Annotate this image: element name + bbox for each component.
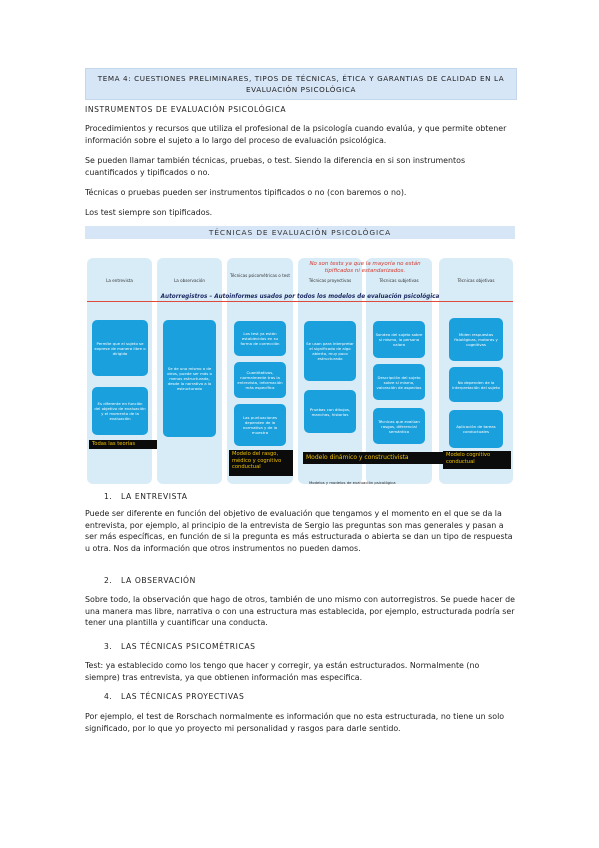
list-number: 4. <box>104 692 113 701</box>
info-box: Las puntuaciones dependen de la normativa y de la muestra <box>234 404 286 446</box>
paragraph: Sobre todo, la observación que hago de otros, también de uno mismo con autorregistros. Se puede hacer de una manera mas libre, narrativa o con una estructura mas establecida, por ejemplo, estructurada podría ser tener una plantilla y cuantificar una conducta. <box>85 595 515 627</box>
info-box: Se de uno mismo o de otros, puede ser más o menos estructurada, desde lo narrativo a lo estructurado <box>163 320 216 437</box>
model-label: Modelo cognitivo conductual <box>443 451 511 469</box>
column-label: Técnicas objetivas <box>457 278 495 283</box>
page-title: TEMA 4: CUESTIONES PRELIMINARES, TIPOS DE TÉCNICAS, ÉTICA Y GARANTIAS DE CALIDAD EN LA EVALUACIÓN PSICOLÓGICA <box>97 74 505 94</box>
techniques-diagram <box>85 250 515 486</box>
list-heading-text: LA ENTREVISTA <box>121 492 188 501</box>
model-label: Modelo del rasgo, médico y cognitivo conductual <box>229 450 293 476</box>
info-box: Cuantitativos, normalmente tras la entrevista, información más específica <box>234 362 286 398</box>
info-box: Se usan para interpretar el significado de algo abierto, muy poco estructurado <box>304 321 356 381</box>
paragraph: Se pueden llamar también técnicas, pruebas, o test. Siendo la diferencia en si son instrumentos cuantificados y tipificados o no. <box>85 156 466 177</box>
list-heading <box>104 492 188 501</box>
info-box: Pruebas con dibujos, manchas, historias <box>304 390 356 433</box>
title-banner <box>85 68 517 100</box>
list-number: 2. <box>104 576 113 585</box>
paragraph: Técnicas o pruebas pueden ser instrumentos tipificados o no (con baremos o no). <box>85 188 407 197</box>
model-label: Todas las teorías <box>89 440 157 449</box>
red-note: No son tests ya que la mayoría no están tipificados ni estandarizados. <box>309 261 421 274</box>
model-label: Modelo dinámico y constructivista <box>303 452 503 464</box>
column-label: La entrevista <box>106 278 133 283</box>
paragraph: Por ejemplo, el test de Rorschach normalmente es información que no esta estructurada, no tiene un solo significado, por lo que yo proyecto mi personalidad y rasgos para darle sentido. <box>85 712 505 733</box>
paragraph: Los test siempre son tipificados. <box>85 208 213 217</box>
info-box: Sondeo del sujeto sobre sí mismo, la persona valora <box>373 321 425 358</box>
diagram-heading-bar <box>85 226 515 239</box>
paragraph: Puede ser diferente en función del objetivo de evaluación que tengamos y el momento en el que se da la entrevista, por ejemplo, al principio de la entrevista de Sergio las preguntas son mas generales y pasan a ser más específicas, en función de si la pregunta es más estructurada o abierta se dan un tipo de respuesta u otra. Nos da información que otros instrumentos no pueden damos. <box>85 509 513 553</box>
list-heading <box>104 576 196 585</box>
list-heading-text: LAS TÉCNICAS PROYECTIVAS <box>121 692 245 701</box>
column-label: Técnicas psicométricas o test <box>230 273 290 278</box>
info-box: Permite que el sujeto se exprese de manera libre o dirigida <box>92 320 148 376</box>
info-box: Aplicación de tareas conductuales <box>449 410 503 448</box>
diagram-footnote: Modelos y modelos de evaluación psicológica <box>309 480 396 485</box>
list-number: 1. <box>104 492 113 501</box>
column-label: Técnicas proyectivas <box>308 278 352 283</box>
autoregistros-label: Autorregistros – Autoinformes usados por todos los modelos de evaluación psicológica <box>160 294 440 300</box>
list-heading-text: LAS TÉCNICAS PSICOMÉTRICAS <box>121 642 256 651</box>
red-divider <box>87 301 513 302</box>
list-heading <box>104 642 256 651</box>
info-box: No dependen de la interpretación del sujeto <box>449 367 503 402</box>
diagram-heading: TÉCNICAS DE EVALUACIÓN PSICOLÓGICA <box>208 228 392 237</box>
list-number: 3. <box>104 642 113 651</box>
column-label: Técnicas subjetivas <box>379 278 419 283</box>
info-box: Descripción del sujeto sobre sí mismo, valoración de aspectos <box>373 364 425 400</box>
paragraph: Test: ya establecido como los tengo que hacer y corregir, ya están estructurados. Normalmente (no siempre) tras entrevista, ya que obtienen información mas especifica. <box>85 661 480 682</box>
list-heading <box>104 692 244 701</box>
info-box: Los test ya están establecidos en su forma de corrección <box>234 321 286 356</box>
info-box: Miden respuestas fisiológicas, motoras y cognitivas <box>449 318 503 361</box>
paragraph: Procedimientos y recursos que utiliza el profesional de la psicología cuando evalúa, y que permite obtener información sobre el sujeto a lo largo del proceso de evaluación psicológica. <box>85 124 507 145</box>
info-box: Técnicas que evalúan rasgos, diferencial semántico <box>373 408 425 444</box>
info-box: Es diferente en función del objetivo de evaluación y el momento de la evaluación <box>92 387 148 435</box>
list-heading-text: LA OBSERVACIÓN <box>121 576 196 585</box>
column-label: La observación <box>174 278 205 283</box>
section-heading: INSTRUMENTOS DE EVALUACIÓN PSICOLÓGICA <box>85 105 287 114</box>
